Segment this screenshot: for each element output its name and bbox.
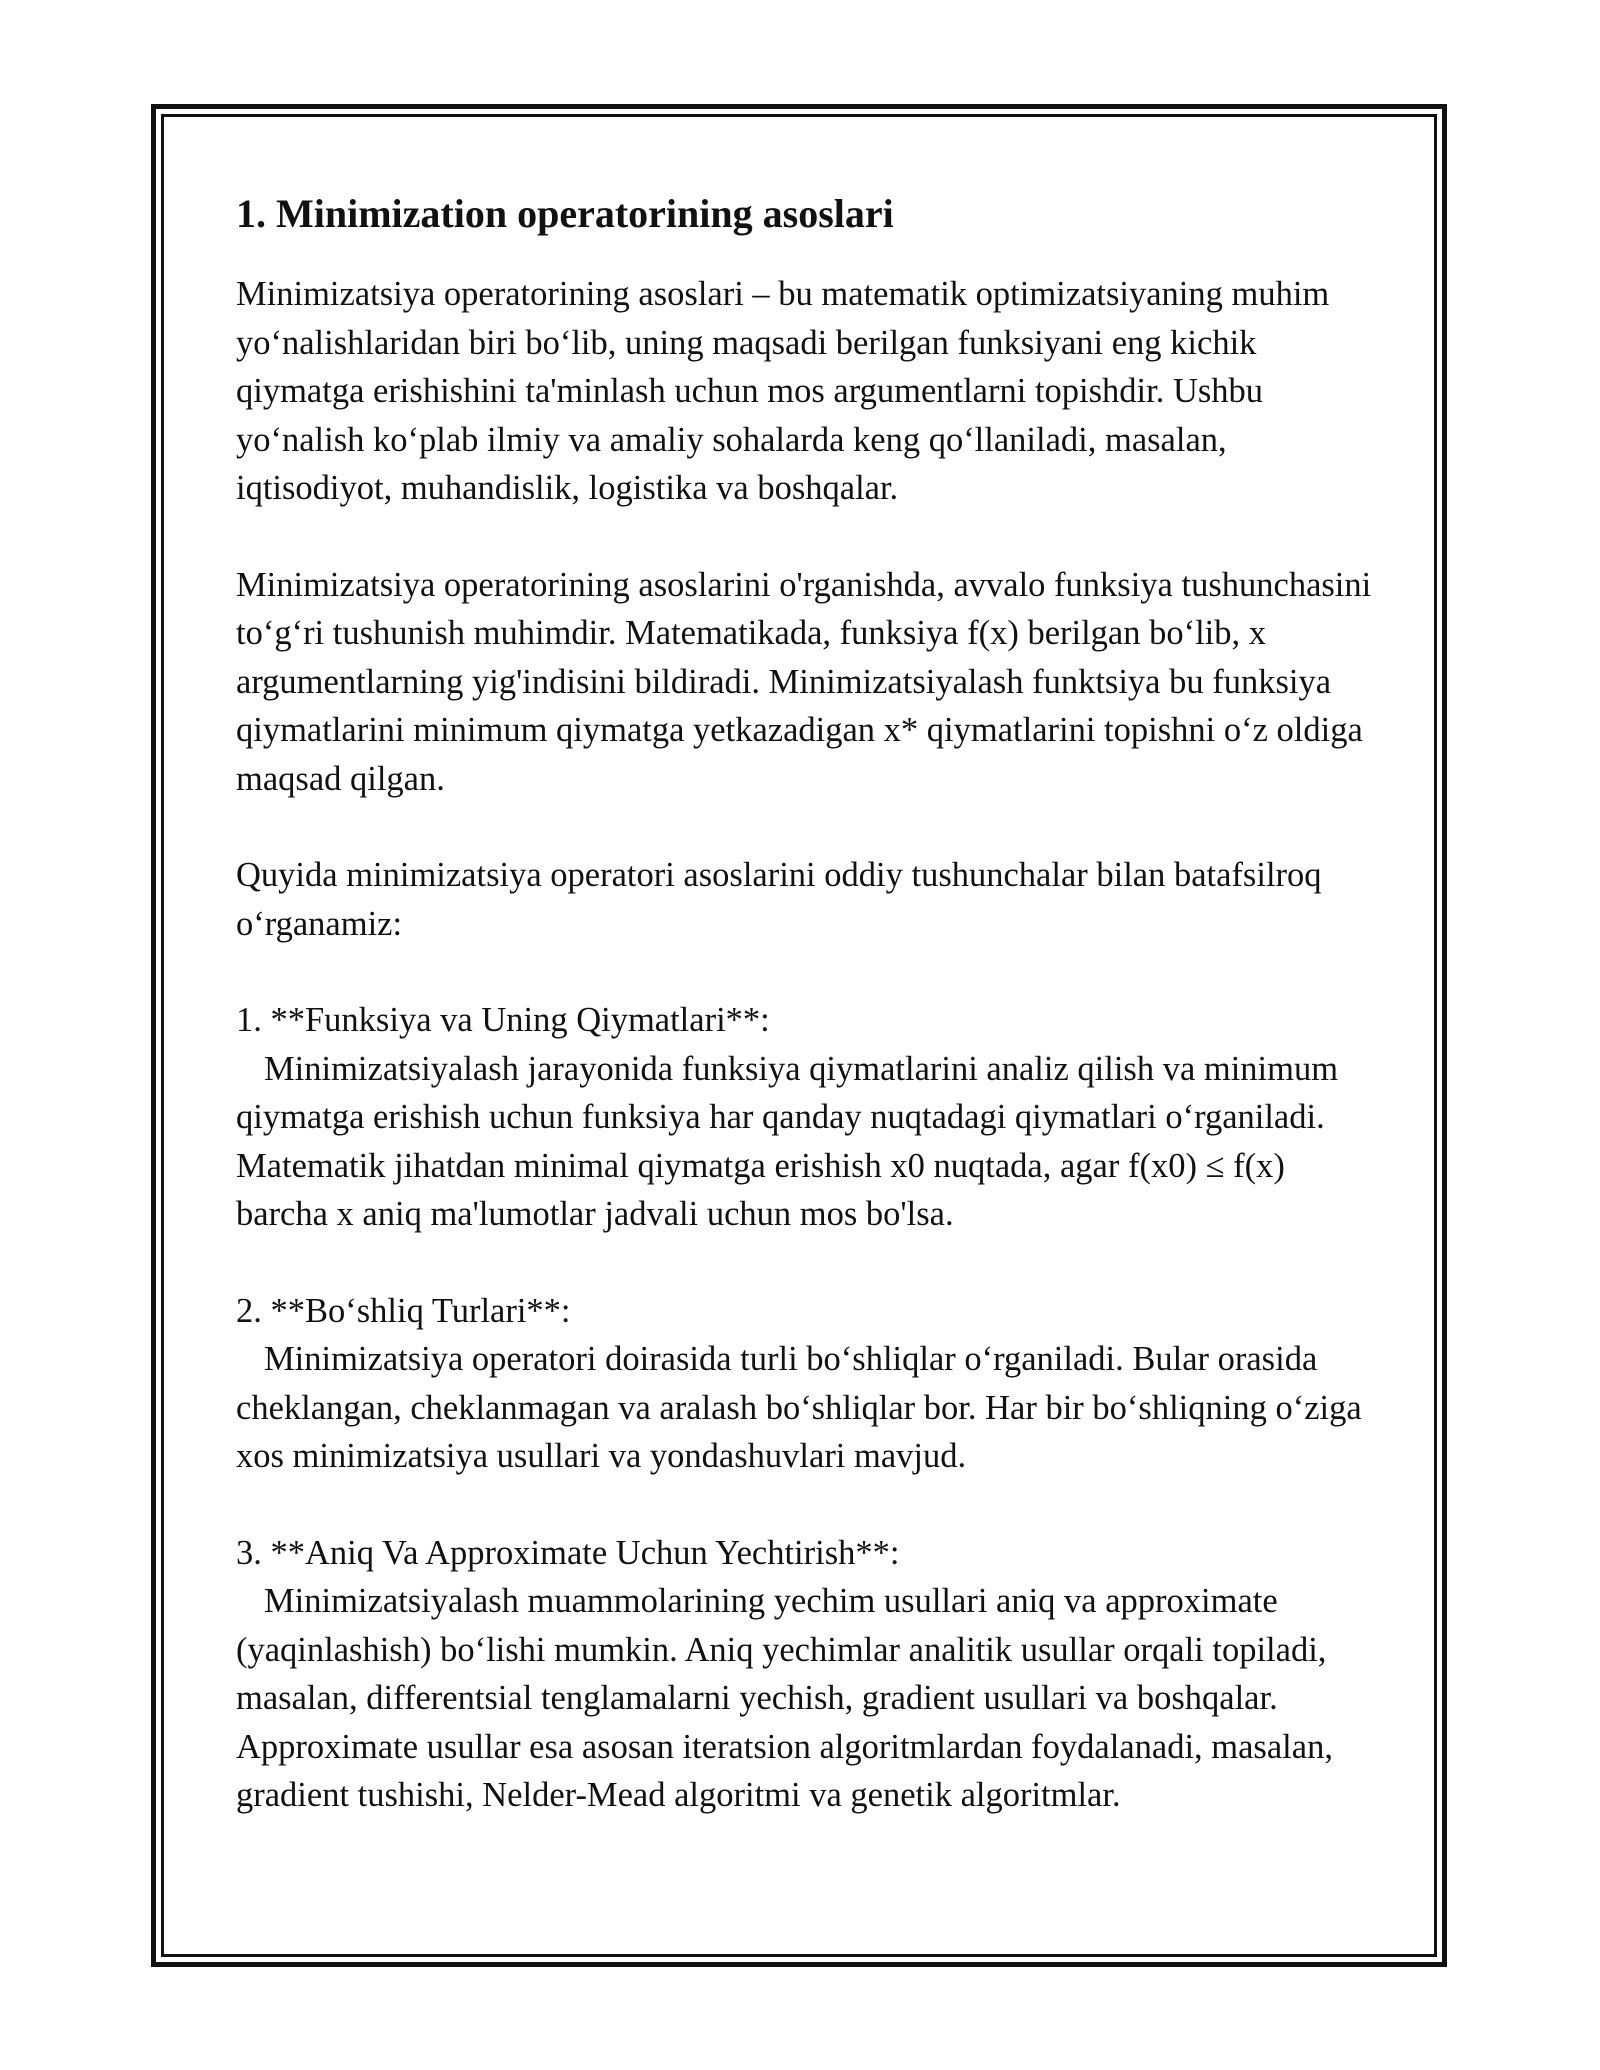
- list-item-title: 1. **Funksiya va Uning Qiymatlari**:: [236, 1001, 770, 1039]
- list-item-body: Minimizatsiyalash muammolarining yechim usullari aniq va approximate (yaqinlashish) bo‘lishi mumkin. Aniq yechimlar analitik usullar orqali topiladi, masalan, differentsial tenglamalarni yechish, gradient usullari va boshqalar. Approximate usullar esa asosan iteratsion algoritmlardan foydalanadi, masalan, gradient tushishi, Nelder-Mead algoritmi va genetik algoritmlar.: [236, 1582, 1333, 1814]
- paragraph-overview: Quyida minimizatsiya operatori asoslarini oddiy tushunchalar bilan batafsilroq o‘rganamiz:: [236, 856, 1322, 943]
- paragraph-intro: Minimizatsiya operatorining asoslari – bu matematik optimizatsiyaning muhim yo‘nalishlaridan biri bo‘lib, uning maqsadi berilgan funksiyani eng kichik qiymatga erishishini ta'minlash uchun mos argumentlarni topishdir. Ushbu yo‘nalish ko‘plab ilmiy va amaliy sohalarda keng qo‘llaniladi, masalan, iqtisodiyot, muhandislik, logistika va boshqalar.: [236, 275, 1330, 507]
- list-item-title: 3. **Aniq Va Approximate Uchun Yechtirish**:: [236, 1533, 900, 1572]
- list-item-body: Minimizatsiyalash jarayonida funksiya qiymatlarini analiz qilish va minimum qiymatga erishish uchun funksiya har qanday nuqtadagi qiymatlari o‘rganiladi. Matematik jihatdan minimal qiymatga erishish x0 nuqtada, agar f(x0) ≤ f(x) barcha x aniq ma'lumotlar jadvali uchun mos bo'lsa.: [236, 1049, 1339, 1233]
- list-item-exact-approximate: [236, 1529, 1376, 1820]
- document-body: [236, 188, 1376, 1868]
- list-item-space-types: [236, 1287, 1376, 1481]
- paragraph-function-concept: Minimizatsiya operatorining asoslarini o'rganishda, avvalo funksiya tushunchasini to‘g‘ri tushunish muhimdir. Matematikada, funksiya f(x) berilgan bo‘lib, x argumentlarning yig'indisini bildiradi. Minimizatsiyalash funktsiya bu funksiya qiymatlarini minimum qiymatga yetkazadigan x* qiymatlarini topishni o‘z oldiga maqsad qilgan.: [236, 565, 1372, 798]
- list-item-title: 2. **Bo‘shliq Turlari**:: [236, 1291, 571, 1330]
- list-item-body: Minimizatsiya operatori doirasida turli bo‘shliqlar o‘rganiladi. Bular orasida cheklangan, cheklanmagan va aralash bo‘shliqlar bor. Har bir bo‘shliqning o‘ziga xos minimizatsiya usullari va yondashuvlari mavjud.: [236, 1340, 1362, 1475]
- list-item-function-values: [236, 996, 1376, 1239]
- section-heading: 1. Minimization operatorining asoslari: [236, 191, 894, 236]
